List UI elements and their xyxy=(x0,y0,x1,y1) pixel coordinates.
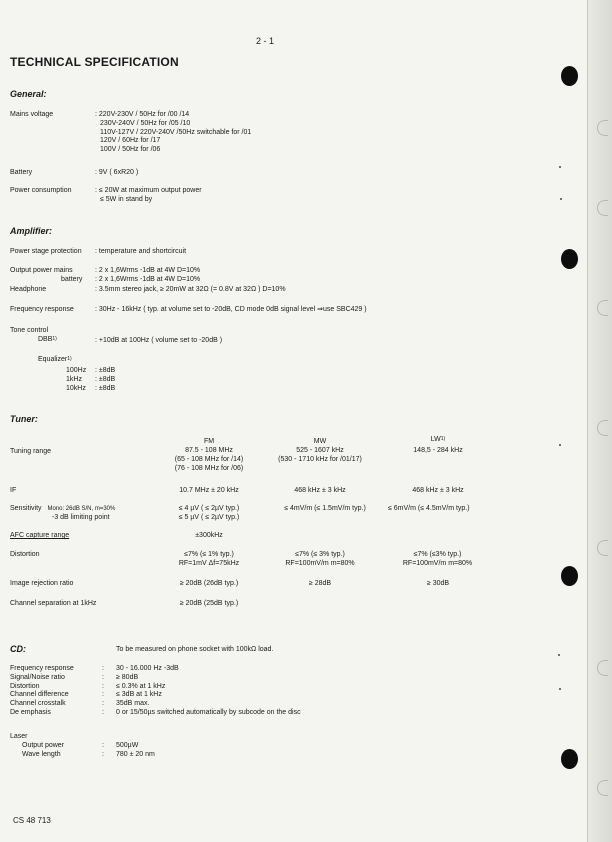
lw-value: ≥ 30dB xyxy=(426,580,450,587)
sensitivity-note: Mono: 26dB S/N, m=30% xyxy=(47,506,116,512)
tuner-label: Channel separation at 1kHz xyxy=(10,600,97,607)
punch-hole xyxy=(561,66,578,86)
eq-freq: 1kHz xyxy=(66,375,82,383)
mw-line: RF=100mV/m m=80% xyxy=(285,559,355,567)
lw-value xyxy=(398,447,478,456)
cd-value: 35dB max. xyxy=(116,700,150,707)
equalizer-freqs xyxy=(66,367,86,393)
cd-label: Distortion xyxy=(10,682,40,690)
tuner-label: Distortion xyxy=(10,551,40,558)
page-number: 2 - 1 xyxy=(256,36,275,46)
cd-values xyxy=(116,665,301,718)
mw-value: ≤ 4mV/m (≤ 1.5mV/m typ.) xyxy=(284,505,366,512)
lw-line: ≤7% (≤3% typ.) xyxy=(413,551,462,558)
mw-value xyxy=(265,551,375,569)
power-value: ≤ 5W in stand by xyxy=(100,195,153,203)
output-power-value: : 2 x 1,6Wrms -1dB at 4W D=10% xyxy=(95,267,201,274)
battery-power-value: : 2 x 1,6Wrms -1dB at 4W D=10% xyxy=(95,276,201,283)
tuner-label: Tuning range xyxy=(10,448,51,455)
fm-value xyxy=(160,447,258,473)
cd-intro: To be measured on phone socket with 100kΩ load. xyxy=(116,646,274,653)
equalizer-values xyxy=(95,367,115,393)
edge-tab xyxy=(597,300,608,316)
laser-row-value: 500µW xyxy=(116,742,139,749)
cd-labels xyxy=(10,665,74,718)
tuner-heading: Tuner: xyxy=(10,414,38,424)
mains-value: 120V / 60Hz for /17 xyxy=(100,137,161,145)
page-title: TECHNICAL SPECIFICATION xyxy=(10,55,179,69)
mains-value: 100V / 50Hz for /06 xyxy=(100,146,161,153)
edge-tab xyxy=(597,540,608,556)
speck xyxy=(559,166,561,168)
battery-value: : 9V ( 6xR20 ) xyxy=(95,169,139,176)
power-values xyxy=(95,187,202,205)
eq-freq: 10kHz xyxy=(66,384,86,392)
tuner-col-lw xyxy=(398,436,478,445)
equalizer-text: Equalizer xyxy=(38,356,68,363)
laser-labels xyxy=(22,742,64,760)
mw-value: ≥ 28dB xyxy=(308,580,332,587)
amplifier-heading: Amplifier: xyxy=(10,226,53,236)
laser-label: Laser xyxy=(10,733,28,740)
fm-value: ≥ 20dB (26dB typ.) xyxy=(179,580,239,587)
dbb-value: : +10dB at 100Hz ( volume set to -20dB ) xyxy=(95,337,223,344)
cd-label: Signal/Noise ratio xyxy=(10,673,65,681)
footnote-mark: 1) xyxy=(52,336,57,342)
tuner-col-mw: MW xyxy=(313,438,327,445)
cd-value: 30 - 16.000 Hz -3dB xyxy=(116,665,179,672)
power-value: : ≤ 20W at maximum output power xyxy=(95,187,202,194)
edge-tab xyxy=(597,200,608,216)
punch-hole xyxy=(561,249,578,269)
mains-value: 230V-240V / 50Hz for /05 /10 xyxy=(100,119,191,127)
mains-values xyxy=(95,111,251,155)
tone-control-label: Tone control xyxy=(10,327,49,334)
fm-line: ≤ 4 µV ( ≤ 2µV typ.) xyxy=(178,505,240,512)
equalizer-label xyxy=(38,356,72,365)
cd-label: Channel crosstalk xyxy=(10,700,66,707)
eq-value: : ±8dB xyxy=(95,367,116,374)
cd-value: ≤ 3dB at 1 kHz xyxy=(116,691,162,699)
fm-value: ≥ 20dB (25dB typ.) xyxy=(179,600,239,607)
dbb-label xyxy=(38,336,57,345)
power-label: Power consumption xyxy=(10,187,72,194)
fm-line: (65 - 108 MHz for /14) xyxy=(174,455,244,463)
footnote-mark: 1) xyxy=(440,436,446,442)
headphone-label: Headphone xyxy=(10,286,47,293)
eq-value: : ±8dB xyxy=(95,375,116,383)
protection-value: : temperature and shortcircuit xyxy=(95,248,187,255)
fm-line: RF=1mV Δf=75kHz xyxy=(178,559,240,567)
laser-row-value: 780 ± 20 nm xyxy=(116,750,155,758)
tuner-col-fm: FM xyxy=(203,438,215,445)
fm-value: 10.7 MHz ± 20 kHz xyxy=(179,487,239,494)
tuner-label: AFC capture range xyxy=(10,532,70,539)
laser-row-label: Output power xyxy=(22,742,65,749)
mw-line: ≤7% (≤ 3% typ.) xyxy=(295,551,345,558)
lw-value xyxy=(385,551,490,569)
tuner-label: Image rejection ratio xyxy=(10,580,74,587)
mains-value: 110V-127V / 220V-240V /50Hz switchable for /01 xyxy=(100,128,252,136)
mw-line: (530 - 1710 kHz for /01/17) xyxy=(278,455,362,463)
footnote-mark: 1) xyxy=(67,356,72,362)
eq-value: : ±8dB xyxy=(95,384,116,392)
cd-value: 0 or 15/50µs switched automatically by subcode on the disc xyxy=(116,708,301,716)
footer-code: CS 48 713 xyxy=(13,816,51,825)
cd-colons: : : : : : : xyxy=(102,665,104,716)
lw-value: ≤ 6mV/m (≤ 4.5mV/m typ.) xyxy=(388,505,470,512)
speck xyxy=(558,654,560,656)
battery-label: Battery xyxy=(10,169,33,176)
cd-label: De emphasis xyxy=(10,708,51,716)
fm-value: ±300kHz xyxy=(195,532,223,539)
headphone-value: : 3.5mm stereo jack, ≥ 20mW at 32Ω (= 0.8V at 32Ω ) D=10% xyxy=(95,286,286,293)
lw-text: LW xyxy=(430,436,441,443)
general-heading: General: xyxy=(10,89,47,99)
cd-heading: CD: xyxy=(10,644,26,654)
laser-colons: : : xyxy=(102,742,104,758)
cd-value: ≤ 0.3% at 1 kHz xyxy=(116,682,166,690)
frequency-response-label: Frequency response xyxy=(10,306,74,313)
protection-label: Power stage protection xyxy=(10,248,82,255)
fm-line: 87.5 - 108 MHz xyxy=(185,447,233,454)
speck xyxy=(559,444,561,446)
mains-value: : 220V-230V / 50Hz for /00 /14 xyxy=(95,111,190,118)
punch-hole xyxy=(561,749,578,769)
cd-label: Channel difference xyxy=(10,691,69,699)
mw-line: 525 - 1607 kHz xyxy=(296,447,344,454)
laser-row-label: Wave length xyxy=(22,750,61,758)
punch-hole xyxy=(561,566,578,586)
edge-tab xyxy=(597,780,608,796)
cd-value: ≥ 80dB xyxy=(116,673,139,681)
sensitivity-note-2: -3 dB limiting point xyxy=(52,514,110,521)
laser-values xyxy=(116,742,155,760)
lw-line: 148,5 - 284 kHz xyxy=(413,447,463,454)
fm-line: (76 - 108 MHz for /06) xyxy=(174,464,244,472)
fm-value xyxy=(160,551,258,569)
speck xyxy=(560,198,562,200)
tuner-label xyxy=(10,505,115,514)
sensitivity-label: Sensitivity xyxy=(10,505,42,512)
lw-line: RF=100mV/m m=80% xyxy=(402,559,473,567)
mains-label: Mains voltage xyxy=(10,111,54,118)
fm-line: ≤ 5 µV ( ≤ 2µV typ.) xyxy=(178,513,240,521)
mw-value xyxy=(265,447,375,465)
mw-value: 468 kHz ± 3 kHz xyxy=(294,487,346,494)
speck xyxy=(559,688,561,690)
cd-label: Frequency response xyxy=(10,665,74,672)
edge-tab xyxy=(597,120,608,136)
battery-power-label: battery xyxy=(61,276,83,283)
lw-value: 468 kHz ± 3 kHz xyxy=(412,487,464,494)
edge-tab xyxy=(597,420,608,436)
fm-value xyxy=(160,505,258,523)
eq-freq: 100Hz xyxy=(66,367,87,374)
frequency-response-value: : 30Hz - 16kHz ( typ. at volume set to -20dB, CD mode 0dB signal level ⇒use SBC429 ) xyxy=(95,306,367,313)
dbb-text: DBB xyxy=(38,336,53,343)
output-power-label: Output power mains xyxy=(10,267,73,274)
edge-tab xyxy=(597,660,608,676)
fm-line: ≤7% (≤ 1% typ.) xyxy=(184,551,234,558)
tuner-label: IF xyxy=(10,487,17,494)
